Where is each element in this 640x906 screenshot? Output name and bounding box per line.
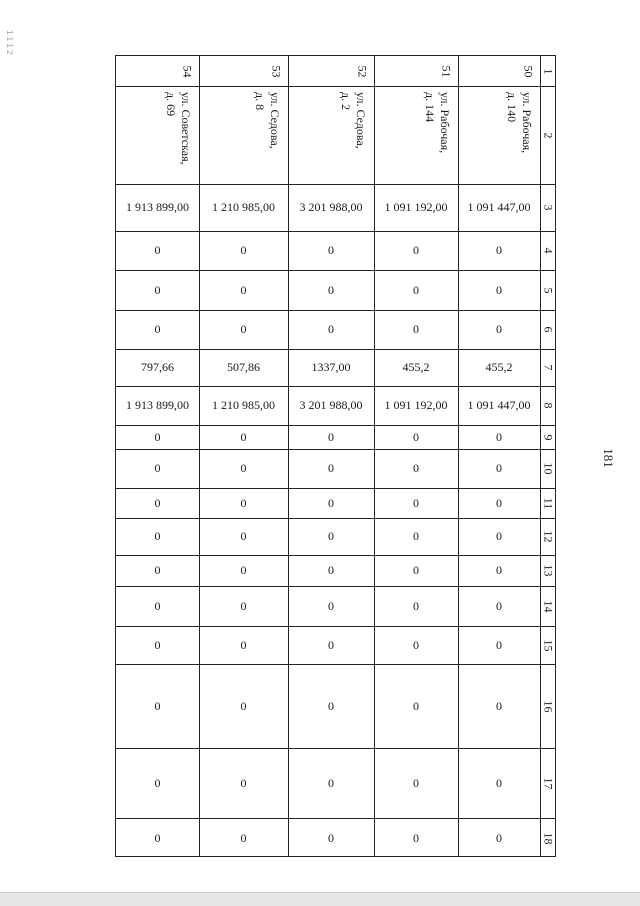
table-cell: 0: [496, 282, 502, 297]
table-cell: 0: [328, 775, 334, 790]
column-number-label: 53: [269, 65, 284, 77]
row-number: [540, 555, 556, 586]
header-col-1: [540, 56, 556, 86]
table-cell: 0: [154, 429, 161, 444]
table-cell: 0: [496, 429, 502, 444]
table-cell: 0: [328, 282, 334, 297]
column-number: [458, 56, 540, 86]
page-number: 181: [600, 448, 616, 468]
table-cell: 1 091 192,00: [384, 200, 448, 214]
header-col-2-label: 2: [541, 132, 556, 138]
row-number: [540, 626, 556, 664]
table-cell: 0: [413, 243, 419, 257]
table-cell: 0: [496, 461, 502, 475]
address-house: д. 140: [505, 92, 519, 123]
address-house: д. 2: [339, 92, 353, 111]
address-cell: [458, 86, 540, 184]
table-cell: 455,2: [485, 360, 513, 374]
table-cell: 0: [413, 698, 419, 713]
row-number: [540, 818, 556, 858]
table-cell: 0: [154, 282, 161, 297]
address-cell: [374, 86, 458, 184]
table-cell: 0: [413, 563, 419, 577]
table-cell: 0: [328, 243, 334, 257]
table-cell: 0: [240, 243, 247, 257]
column-number-label: 50: [521, 65, 536, 77]
table-cell: 3 201 988,00: [299, 398, 363, 412]
table-cell: 1337,00: [311, 360, 351, 374]
table-cell: 0: [496, 637, 502, 652]
table-cell: 0: [154, 698, 161, 713]
table-cell: 0: [328, 529, 334, 543]
row-number: [540, 386, 556, 425]
table-cell: 1 913 899,00: [126, 200, 189, 214]
address-cell: [199, 86, 288, 184]
table-cell: 0: [240, 563, 247, 577]
row-number-label: 7: [541, 364, 556, 371]
table-cell: 0: [328, 495, 334, 510]
row-number-label: 14: [541, 600, 556, 612]
table-cell: 0: [496, 495, 502, 510]
header-col-2: [540, 86, 556, 184]
row-number-label: 6: [541, 326, 556, 333]
table-cell: 0: [328, 698, 334, 713]
table-cell: 0: [240, 529, 247, 543]
table-cell: 0: [240, 322, 247, 336]
table-cell: 0: [413, 775, 419, 790]
table-cell: 0: [413, 529, 419, 543]
table-cell: 0: [496, 529, 502, 543]
row-number: [540, 270, 556, 310]
table-cell: 1 091 447,00: [467, 398, 531, 412]
table-cell: 455,2: [402, 360, 430, 374]
table-cell: 0: [154, 598, 161, 613]
column-number: [374, 56, 458, 86]
row-number-label: 3: [541, 204, 556, 211]
table-cell: 1 210 985,00: [212, 200, 275, 214]
row-number: [540, 231, 556, 270]
table-cell: 0: [328, 830, 334, 845]
address-cell: [288, 86, 374, 184]
header-col-1-label: 1: [541, 68, 556, 74]
row-number-label: 13: [541, 564, 556, 577]
address-house: д. 144: [423, 92, 437, 123]
table-cell: 0: [154, 243, 161, 257]
table-cell: 0: [413, 282, 419, 297]
table-cell: 3 201 988,00: [299, 200, 363, 214]
table-cell: 1 913 899,00: [126, 398, 189, 412]
table-cell: 0: [240, 637, 247, 652]
row-number-label: 12: [541, 530, 556, 543]
column-number-label: 54: [180, 65, 195, 77]
scanner-bottom-edge: [0, 892, 640, 906]
data-table: [115, 55, 556, 857]
row-number: [540, 586, 556, 626]
table-cell: 0: [496, 322, 502, 336]
table-cell: 0: [328, 461, 334, 475]
table-cell: 0: [413, 637, 419, 652]
row-number: [540, 425, 556, 449]
table-cell: 0: [496, 563, 502, 577]
table-cell: 1 210 985,00: [212, 398, 275, 412]
address-cell: [116, 86, 199, 184]
table-cell: 0: [413, 461, 419, 475]
table-cell: 0: [328, 429, 334, 444]
row-number: [540, 184, 556, 231]
row-number-label: 8: [541, 402, 556, 409]
address-street: ул. Седова,: [354, 92, 368, 149]
row-number-label: 5: [541, 287, 556, 293]
row-number: [540, 518, 556, 555]
row-number-label: 15: [541, 639, 556, 651]
table-cell: 0: [328, 563, 334, 577]
table-cell: 0: [413, 830, 419, 845]
row-number-label: 18: [541, 832, 556, 844]
table-cell: 0: [240, 495, 247, 510]
table-cell: 1 091 192,00: [384, 398, 448, 412]
table-cell: 1 091 447,00: [467, 200, 531, 214]
table-cell: 797,66: [141, 360, 174, 374]
table-cell: 0: [240, 775, 247, 790]
row-number: [540, 449, 556, 488]
table-cell: 0: [496, 830, 502, 845]
table-cell: 0: [240, 698, 247, 713]
table-cell: 0: [496, 598, 502, 613]
table-cell: 0: [240, 598, 247, 613]
column-number-label: 51: [439, 65, 454, 77]
table-cell: 0: [154, 495, 161, 510]
table-cell: 0: [154, 529, 161, 543]
row-number-label: 10: [541, 462, 556, 475]
row-number: [540, 488, 556, 518]
column-number: [288, 56, 374, 86]
table-cell: 0: [154, 563, 161, 577]
column-number: [199, 56, 288, 86]
table-cell: 0: [496, 698, 502, 713]
table-cell: 0: [154, 775, 161, 790]
table-cell: 0: [413, 429, 419, 444]
row-number: [540, 310, 556, 349]
table-cell: 0: [154, 461, 161, 475]
table-cell: 507,86: [227, 360, 260, 374]
row-number-label: 16: [541, 700, 556, 712]
table-cell: 0: [240, 461, 247, 475]
row-number-label: 17: [541, 777, 556, 789]
column-number-label: 52: [355, 65, 370, 77]
table-cell: 0: [154, 637, 161, 652]
column-number: [116, 56, 199, 86]
table-cell: 0: [240, 429, 247, 444]
table-cell: 0: [328, 322, 334, 336]
address-house: д. 8: [253, 92, 267, 111]
table-cell: 0: [496, 775, 502, 790]
table-cell: 0: [240, 282, 247, 297]
table-cell: 0: [154, 830, 161, 845]
address-street: ул. Советская,: [179, 92, 193, 165]
table-cell: 0: [154, 322, 161, 336]
table-cell: 0: [240, 830, 247, 845]
address-house: д. 69: [164, 92, 178, 117]
table-cell: 0: [413, 495, 419, 510]
row-number: [540, 748, 556, 818]
table-cell: 0: [413, 322, 419, 336]
table-cell: 0: [496, 243, 502, 257]
row-number-label: 9: [541, 434, 556, 440]
scan-mark: 1 1 1 2: [5, 30, 14, 55]
row-number: [540, 349, 556, 386]
row-number-label: 4: [541, 247, 556, 254]
address-street: ул. Рабочая,: [520, 92, 534, 154]
table-cell: 0: [328, 637, 334, 652]
table-cell: 0: [413, 598, 419, 613]
row-number: [540, 664, 556, 748]
address-street: ул. Седова,: [268, 92, 282, 149]
table-cell: 0: [328, 598, 334, 613]
address-street: ул. Рабочая,: [438, 92, 452, 154]
row-number-label: 11: [541, 497, 556, 509]
